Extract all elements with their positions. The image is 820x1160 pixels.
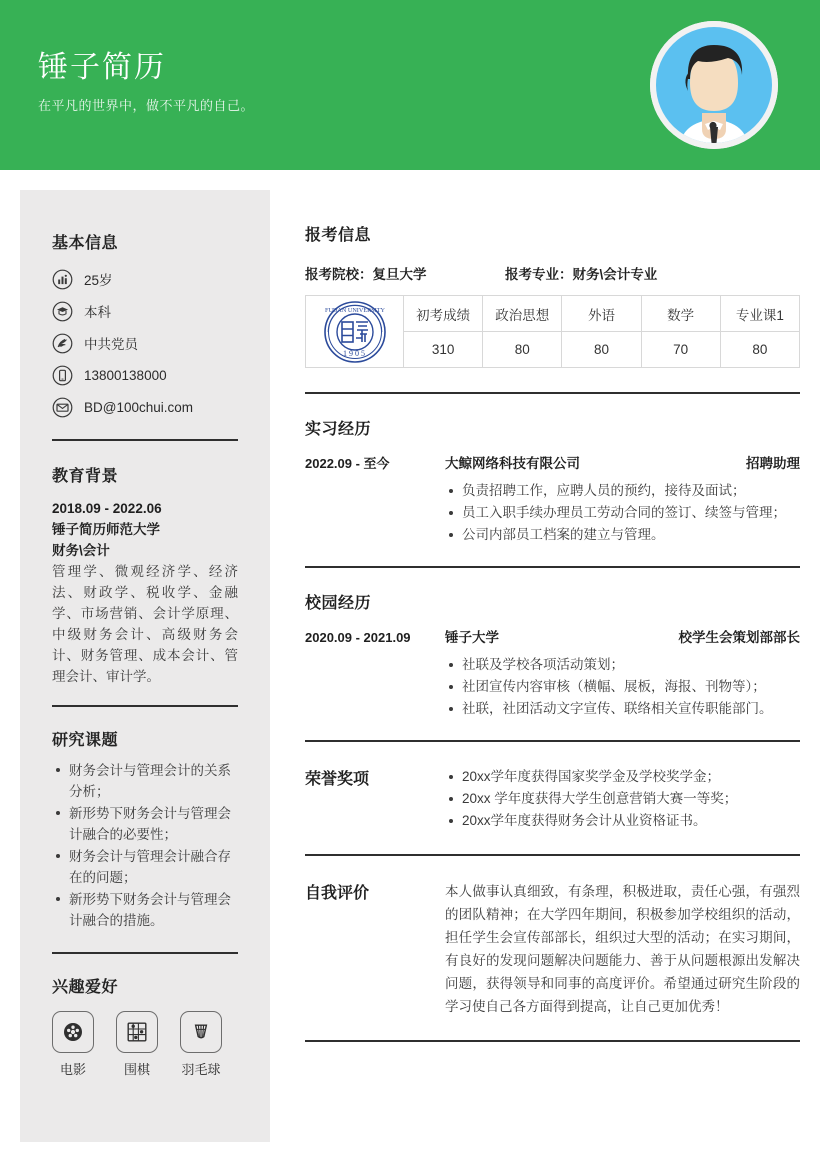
hobby-item-go [116, 1011, 158, 1078]
section-heading-honors: 荣誉奖项 [305, 771, 370, 788]
table-header-cell: 政治思想 [483, 296, 562, 332]
campus-duty-list [445, 654, 800, 720]
divider [305, 1040, 800, 1042]
table-cell-score: 80 [483, 332, 562, 368]
honors-row [305, 766, 800, 832]
internship-role: 招聘助理 [746, 456, 800, 471]
self-evaluation-row [305, 880, 800, 1018]
film-reel-icon [52, 1011, 94, 1053]
basic-info-value: 13800138000 [84, 367, 167, 383]
basic-info-value: 25岁 [84, 273, 113, 288]
sidebar [20, 190, 270, 1142]
basic-info-value: BD@100chui.com [84, 399, 194, 415]
fudan-university-seal-icon [306, 296, 404, 368]
list-item: 20xx学年度获得国家奖学金及学校奖学金； [462, 766, 800, 788]
section-heading-campus: 校园经历 [305, 595, 372, 612]
list-item [52, 359, 238, 391]
basic-info-list [52, 263, 238, 423]
go-board-icon [116, 1011, 158, 1053]
list-item: 社联，社团活动文字宣传、联络相关宣传职能部门。 [462, 698, 800, 720]
table-header-cell: 初考成绩 [404, 296, 483, 332]
party-emblem-icon [52, 333, 73, 354]
section-heading-exam: 报考信息 [305, 227, 372, 244]
table-cell-score: 80 [562, 332, 641, 368]
campus-date: 2020.09 - 2021.09 [305, 630, 411, 645]
basic-info-value: 本科 [84, 305, 111, 320]
age-chart-icon [52, 269, 73, 290]
internship-entry [305, 453, 800, 546]
sidebar-heading-hobbies: 兴趣爱好 [52, 979, 119, 996]
internship-duty-list [445, 480, 800, 546]
hobby-item-badminton [180, 1011, 222, 1078]
list-item: 新形势下财务会计与管理会计融合的措施。 [69, 889, 238, 931]
honors-list [445, 766, 800, 832]
hobby-label: 电影 [59, 1062, 86, 1077]
list-item [52, 327, 238, 359]
internship-company: 大鲸网络科技有限公司 [445, 456, 580, 471]
table-cell-score: 310 [404, 332, 483, 368]
section-heading-internship: 实习经历 [305, 421, 372, 438]
self-evaluation-text: 本人做事认真细致，有条理，积极进取，责任心强，有强烈的团队精神；在大学四年期间，积极参加学校组织的活动，担任学生会宣传部部长，组织过大型的活动；在实习期间，有良好的发现问题解决问题能力、善于从问题根源出发解决问题，获得领导和同事的高度评价。希望通过研究生阶段的学习使自己各方面得到提高，让自己更加优秀！ [445, 884, 800, 1014]
sidebar-heading-education: 教育背景 [52, 468, 119, 485]
table-cell-score: 70 [641, 332, 720, 368]
page-title: 锤子简历 [38, 51, 166, 84]
section-internship [305, 394, 800, 568]
section-self-evaluation [305, 856, 800, 1042]
campus-organization: 锤子大学 [445, 630, 499, 645]
list-item: 20xx学年度获得财务会计从业资格证书。 [462, 810, 800, 832]
list-item [52, 295, 238, 327]
internship-date: 2022.09 - 至今 [305, 456, 390, 471]
hobby-label: 羽毛球 [181, 1062, 221, 1077]
svg-text:1905: 1905 [342, 348, 367, 358]
list-item: 员工入职手续办理员工劳动合同的签订、续签与管理； [462, 502, 800, 524]
person-avatar-icon [650, 21, 778, 149]
education-courses: 管理学、微观经济学、经济法、财政学、税收学、金融学、市场营销、会计学原理、中级财务会计、高级财务会计、财务管理、成本会计、管理会计、审计学。 [52, 564, 238, 684]
sidebar-heading-basic-info: 基本信息 [52, 235, 119, 252]
exam-major: 报考专业：财务\会计专业 [505, 267, 658, 282]
exam-school: 报考院校：复旦大学 [305, 267, 427, 282]
exam-meta [305, 263, 800, 283]
list-item [52, 391, 238, 423]
table-row [306, 296, 800, 332]
section-exam-info [305, 190, 800, 394]
phone-icon [52, 365, 73, 386]
graduation-cap-icon [52, 301, 73, 322]
education-major: 财务\会计 [52, 543, 110, 558]
hobby-label: 围棋 [123, 1062, 150, 1077]
avatar [650, 21, 778, 149]
exam-score-table [305, 295, 800, 368]
research-list [52, 760, 238, 931]
list-item: 20xx 学年度获得大学生创意营销大赛一等奖； [462, 788, 800, 810]
section-campus [305, 568, 800, 742]
list-item: 社团宣传内容审核（横幅、展板，海报、刊物等）； [462, 676, 800, 698]
education-school: 锤子简历师范大学 [52, 522, 160, 537]
list-item [52, 263, 238, 295]
section-heading-self-evaluation: 自我评价 [305, 885, 370, 902]
basic-info-value: 中共党员 [84, 337, 138, 352]
main-column [305, 190, 800, 1042]
table-header-cell: 外语 [562, 296, 641, 332]
envelope-icon [52, 397, 73, 418]
campus-role: 校学生会策划部部长 [678, 630, 800, 645]
hobby-item-movie [52, 1011, 94, 1078]
table-cell-score: 80 [720, 332, 799, 368]
list-item: 新形势下财务会计与管理会计融合的必要性； [69, 803, 238, 845]
campus-entry [305, 627, 800, 720]
svg-text:FUDAN UNIVERSITY: FUDAN UNIVERSITY [324, 306, 385, 314]
badminton-shuttlecock-icon [180, 1011, 222, 1053]
page-header [0, 0, 820, 170]
education-date: 2018.09 - 2022.06 [52, 501, 162, 516]
list-item: 财务会计与管理会计的关系分析； [69, 760, 238, 802]
hobby-row [52, 1011, 238, 1078]
list-item: 社联及学校各项活动策划； [462, 654, 800, 676]
list-item: 财务会计与管理会计融合存在的问题； [69, 846, 238, 888]
section-honors [305, 742, 800, 856]
table-header-cell: 数学 [641, 296, 720, 332]
list-item: 负责招聘工作，应聘人员的预约，接待及面试； [462, 480, 800, 502]
table-header-cell: 专业课1 [720, 296, 799, 332]
list-item: 公司内部员工档案的建立与管理。 [462, 524, 800, 546]
sidebar-heading-research: 研究课题 [52, 732, 119, 749]
page-subtitle: 在平凡的世界中，做不平凡的自己。 [38, 98, 255, 113]
